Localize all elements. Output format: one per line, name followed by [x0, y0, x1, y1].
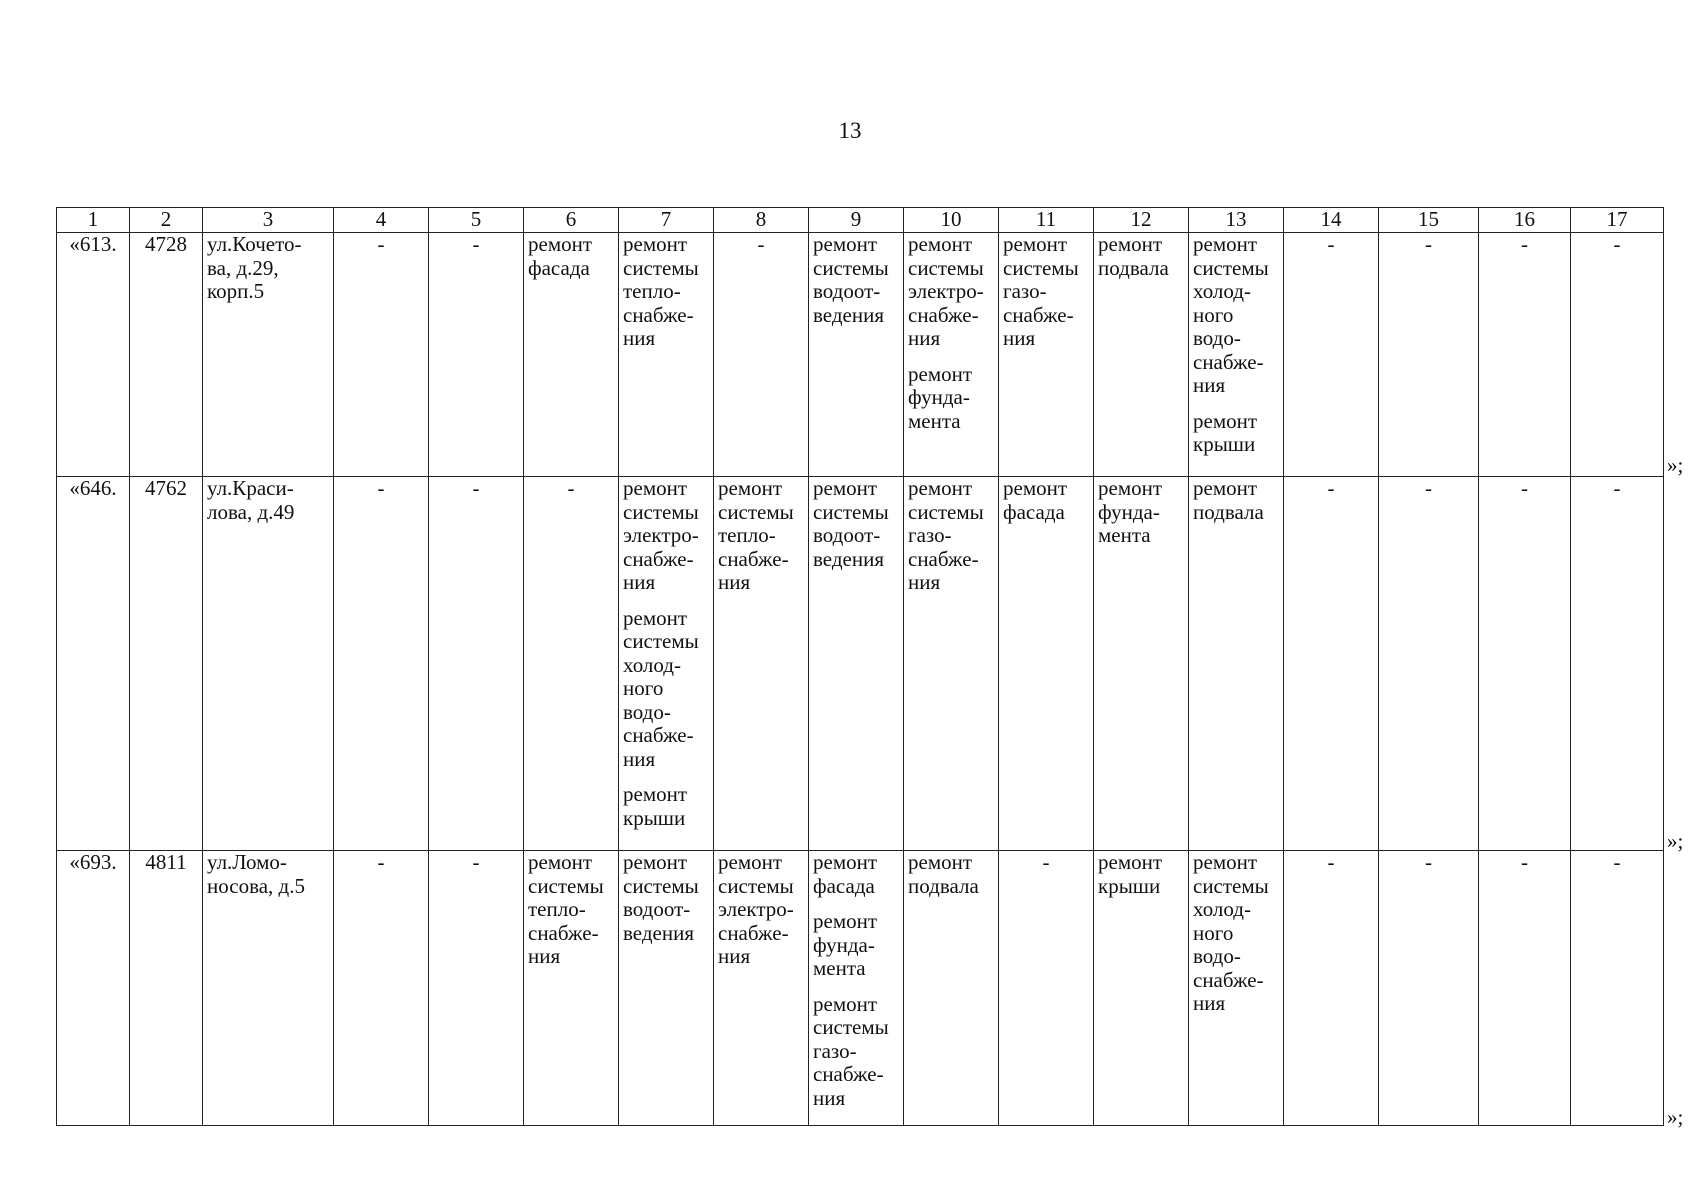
work-cell	[1094, 851, 1189, 1126]
empty-cell: -	[429, 851, 524, 1126]
empty-cell: -	[1571, 233, 1664, 477]
building-code: 4811	[130, 851, 203, 1126]
work-cell	[904, 233, 999, 477]
column-header: 4	[334, 208, 429, 233]
table-row	[57, 233, 1664, 477]
work-cell	[619, 477, 714, 851]
address: ул.Краси- лова, д.49	[207, 476, 295, 524]
column-header: 13	[1189, 208, 1284, 233]
work-item: ремонт системы электро- снабже- ния	[718, 850, 794, 968]
column-header: 5	[429, 208, 524, 233]
address-cell	[203, 233, 334, 477]
work-item: ремонт системы электро- снабже- ния	[908, 232, 984, 350]
work-item: ремонт системы холод- ного водо- снабже- ния	[1193, 232, 1269, 397]
column-header: 6	[524, 208, 619, 233]
row-number: «693.	[57, 851, 130, 1126]
empty-cell: -	[524, 477, 619, 851]
empty-cell: -	[1571, 477, 1664, 851]
work-cell	[1189, 233, 1284, 477]
work-item: ремонт подвала	[1193, 476, 1264, 524]
work-item: ремонт фасада	[1003, 476, 1068, 524]
empty-cell: -	[1479, 477, 1571, 851]
address: ул.Ломо- носова, д.5	[207, 850, 305, 898]
work-cell	[809, 851, 904, 1126]
page-number: 13	[838, 118, 862, 143]
column-header: 2	[130, 208, 203, 233]
work-item: ремонт подвала	[908, 850, 979, 898]
empty-cell: -	[1379, 851, 1479, 1126]
table-row	[57, 851, 1664, 1126]
column-header: 3	[203, 208, 334, 233]
work-cell	[999, 233, 1094, 477]
empty-cell: -	[1284, 851, 1379, 1126]
work-item: ремонт крыши	[1193, 408, 1258, 456]
work-item: ремонт системы водоот- ведения	[813, 476, 889, 571]
header-row	[57, 208, 1664, 233]
work-item: ремонт системы тепло- снабже- ния	[718, 476, 794, 594]
column-header: 1	[57, 208, 130, 233]
row-end-mark: »;	[1667, 829, 1684, 853]
work-cell	[999, 477, 1094, 851]
work-item: ремонт фасада	[813, 850, 878, 898]
empty-cell: -	[999, 851, 1094, 1126]
work-cell	[619, 233, 714, 477]
work-item: ремонт фунда- мента	[908, 361, 973, 433]
work-cell	[1094, 233, 1189, 477]
address-cell	[203, 851, 334, 1126]
work-cell	[809, 233, 904, 477]
work-item: ремонт системы тепло- снабже- ния	[528, 850, 604, 968]
work-item: ремонт подвала	[1098, 232, 1169, 280]
empty-cell: -	[1379, 477, 1479, 851]
work-item: ремонт системы водоот- ведения	[623, 850, 699, 945]
work-cell	[904, 851, 999, 1126]
column-header: 11	[999, 208, 1094, 233]
empty-cell: -	[1571, 851, 1664, 1126]
work-item: ремонт крыши	[1098, 850, 1163, 898]
work-item: ремонт системы холод- ного водо- снабже- ния	[623, 605, 699, 771]
column-header: 8	[714, 208, 809, 233]
row-number: «646.	[57, 477, 130, 851]
row-end-mark: »;	[1667, 453, 1684, 477]
work-item: ремонт системы водоот- ведения	[813, 232, 889, 327]
table-row	[57, 477, 1664, 851]
work-cell	[809, 477, 904, 851]
column-header: 16	[1479, 208, 1571, 233]
column-header: 10	[904, 208, 999, 233]
work-cell	[524, 851, 619, 1126]
row-end-mark: »;	[1667, 1105, 1684, 1129]
address-cell	[203, 477, 334, 851]
work-item: ремонт крыши	[623, 782, 688, 830]
empty-cell: -	[334, 851, 429, 1126]
work-cell	[714, 477, 809, 851]
column-header: 15	[1379, 208, 1479, 233]
work-cell	[524, 233, 619, 477]
work-item: ремонт фунда- мента	[1098, 476, 1163, 547]
empty-cell: -	[1479, 851, 1571, 1126]
empty-cell: -	[714, 233, 809, 477]
empty-cell: -	[1284, 233, 1379, 477]
building-code: 4762	[130, 477, 203, 851]
empty-cell: -	[1284, 477, 1379, 851]
work-item: ремонт системы холод- ного водо- снабже- ния	[1193, 850, 1269, 1015]
empty-cell: -	[429, 477, 524, 851]
empty-cell: -	[334, 233, 429, 477]
work-item: ремонт системы газо- снабже- ния	[908, 476, 984, 594]
empty-cell: -	[429, 233, 524, 477]
work-cell	[619, 851, 714, 1126]
building-code: 4728	[130, 233, 203, 477]
column-header: 12	[1094, 208, 1189, 233]
work-cell	[1189, 477, 1284, 851]
row-number: «613.	[57, 233, 130, 477]
address: ул.Кочето- ва, д.29, корп.5	[207, 232, 302, 303]
work-item: ремонт системы тепло- снабже- ния	[623, 232, 699, 350]
work-cell	[714, 851, 809, 1126]
column-header: 17	[1571, 208, 1664, 233]
work-item: ремонт системы газо- снабже- ния	[813, 991, 889, 1110]
work-item: ремонт системы газо- снабже- ния	[1003, 232, 1079, 350]
column-header: 7	[619, 208, 714, 233]
work-cell	[1189, 851, 1284, 1126]
work-cell	[1094, 477, 1189, 851]
work-item: ремонт фунда- мента	[813, 909, 878, 980]
column-header: 9	[809, 208, 904, 233]
work-cell	[904, 477, 999, 851]
column-header: 14	[1284, 208, 1379, 233]
repair-schedule-table	[56, 207, 1664, 1126]
work-item: ремонт системы электро- снабже- ния	[623, 476, 699, 594]
empty-cell: -	[1479, 233, 1571, 477]
work-item: ремонт фасада	[528, 232, 593, 280]
empty-cell: -	[334, 477, 429, 851]
empty-cell: -	[1379, 233, 1479, 477]
